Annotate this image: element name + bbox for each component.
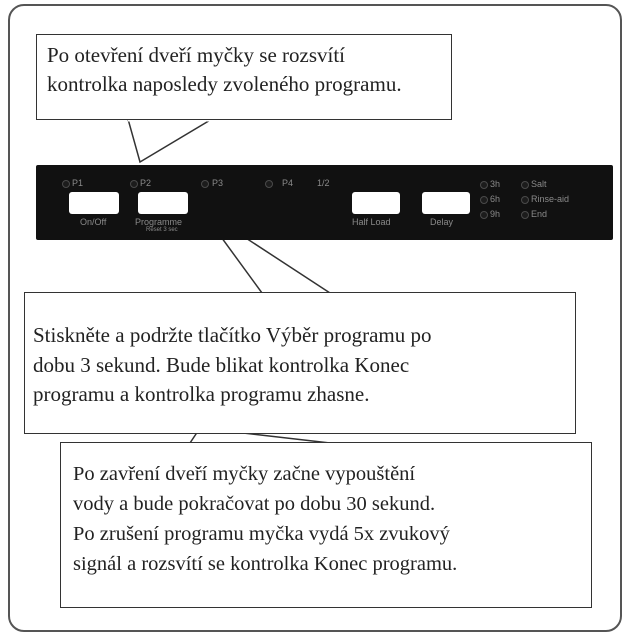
callout-line: signál a rozsvítí se kontrolka Konec programu. [73, 553, 458, 575]
led-p2 [130, 180, 138, 188]
label-9h: 9h [490, 209, 501, 219]
callout-reset-instruction [24, 292, 576, 434]
programme-button[interactable] [138, 192, 188, 214]
led-p3 [201, 180, 209, 188]
label-p1: P1 [72, 178, 84, 188]
label-salt: Salt [531, 179, 547, 189]
on-off-label: On/Off [80, 217, 107, 227]
callout-line: Po zrušení programu myčka vydá 5x zvukový [73, 523, 450, 545]
label-p3: P3 [212, 178, 224, 188]
top-callout-pointer [128, 119, 212, 162]
led-rinse-aid [521, 196, 529, 204]
callout-drain-info [60, 442, 592, 608]
half-load-button[interactable] [352, 192, 400, 214]
control-panel [36, 165, 613, 240]
label-6h: 6h [490, 194, 501, 204]
led-3h [480, 181, 488, 189]
label-p2: P2 [140, 178, 152, 188]
programme-sublabel: Reset 3 sec [146, 227, 178, 233]
delay-button[interactable] [422, 192, 470, 214]
led-6h [480, 196, 488, 204]
label-half: 1/2 [317, 178, 330, 188]
led-p4 [265, 180, 273, 188]
callout-line: Po otevření dveří myčky se rozsvítí [47, 43, 346, 67]
delay-label: Delay [430, 217, 454, 227]
half-load-label: Half Load [352, 217, 391, 227]
label-p4: P4 [282, 178, 294, 188]
led-9h [480, 211, 488, 219]
callout-line: vody a bude pokračovat po dobu 30 sekund. [73, 493, 436, 515]
callout-line: programu a kontrolka programu zhasne. [33, 382, 370, 406]
callout-line: kontrolka naposledy zvoleného programu. [47, 72, 402, 96]
programme-label: Programme [135, 217, 183, 227]
on-off-button[interactable] [69, 192, 119, 214]
label-3h: 3h [490, 179, 501, 189]
led-p1 [62, 180, 70, 188]
callout-line: Po zavření dveří myčky začne vypouštění [73, 463, 416, 485]
label-rinse-aid: Rinse-aid [531, 194, 570, 204]
callout-line: Stiskněte a podržte tlačítko Výběr programu po [33, 323, 432, 347]
led-end [521, 211, 529, 219]
led-salt [521, 181, 529, 189]
label-end: End [531, 209, 548, 219]
callout-line: dobu 3 sekund. Bude blikat kontrolka Konec [33, 352, 410, 377]
callout-door-open [36, 34, 452, 120]
